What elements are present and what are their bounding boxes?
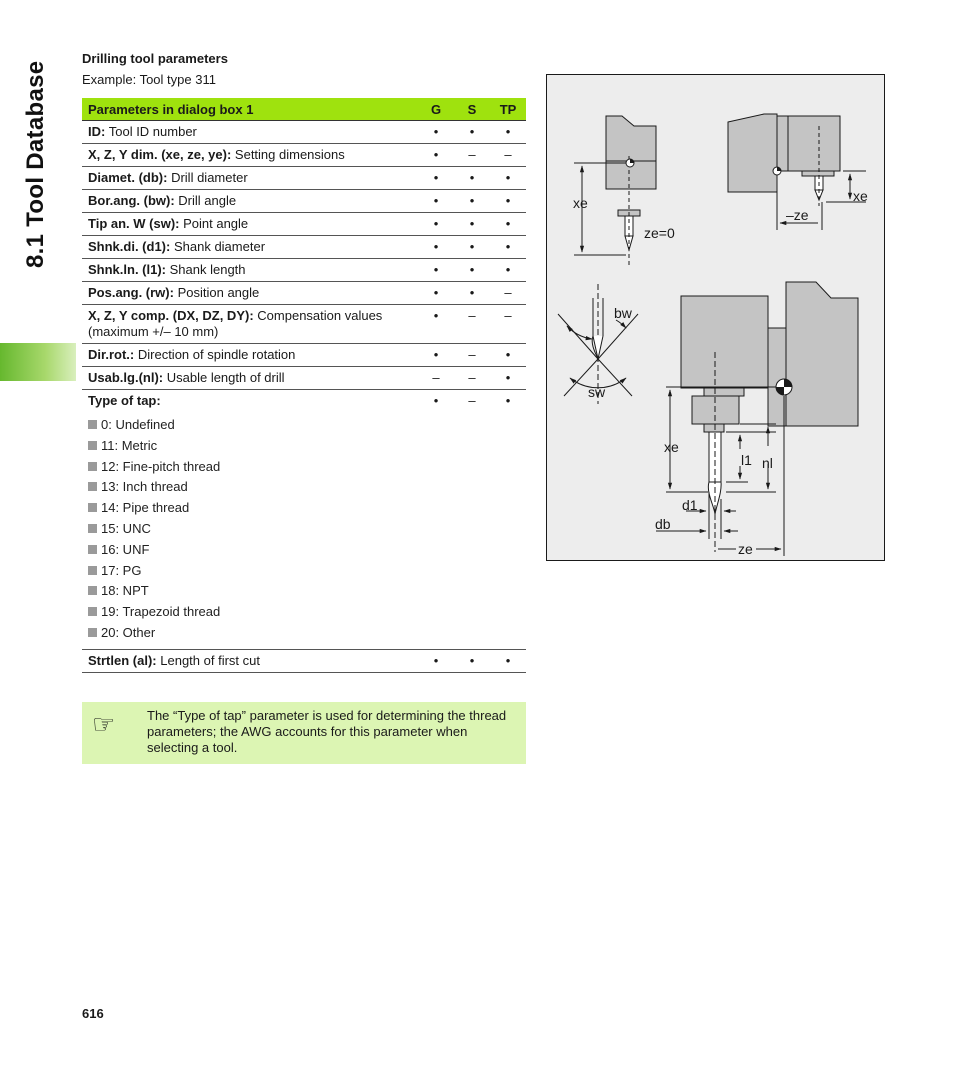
header-s: S [454,98,490,121]
tap-section [82,390,526,673]
label-bw: bw [614,305,632,321]
param-desc: Position angle [177,285,260,300]
table-header-row [82,98,526,121]
param-s: • [454,259,490,282]
list-item [88,459,520,475]
bullet-square-icon [88,545,97,554]
header-tp: TP [490,98,526,121]
label-d1: d1 [682,497,698,513]
tap-option-label: 13: Inch thread [101,479,188,495]
list-item [88,563,520,579]
table-row [82,236,526,259]
list-item [88,500,520,516]
param-desc: Setting dimensions [234,147,345,162]
bullet-square-icon [88,503,97,512]
tap-options-row [82,412,526,649]
pointing-hand-icon: ☞ [92,709,116,739]
param-tp: • [490,213,526,236]
param-label: Dir.rot.: [88,347,135,362]
param-label: Bor.ang. (bw): [88,193,175,208]
param-tp: – [490,282,526,305]
table-row [82,259,526,282]
param-g: – [418,367,454,390]
tap-tp: • [505,393,511,408]
bullet-square-icon [88,441,97,450]
param-g: • [418,144,454,167]
param-s: • [454,190,490,213]
label-xe-left: xe [573,195,588,211]
param-s: • [454,236,490,259]
note-text: The “Type of tap” parameter is used for determining the thread parameters; the AWG accounts for this parameter when selecting a tool. [147,708,507,755]
tap-option-label: 15: UNC [101,520,151,536]
list-item [88,583,520,599]
param-s: • [454,121,490,144]
param-g: • [418,344,454,367]
bullet-square-icon [88,628,97,637]
tap-option-label: 19: Trapezoid thread [101,604,221,620]
label-minus-ze: –ze [786,207,809,223]
tap-option-label: 16: UNF [101,541,150,557]
param-desc: Usable length of drill [166,370,285,385]
param-s: – [454,144,490,167]
bullet-square-icon [88,586,97,595]
param-tp: • [490,259,526,282]
strtlen-desc: Length of first cut [160,652,260,668]
param-tp: • [490,367,526,390]
param-label: ID: [88,124,106,139]
param-s: • [454,167,490,190]
param-cell [82,190,418,213]
param-g: • [418,121,454,144]
tap-option-label: 18: NPT [101,583,149,599]
strtlen-s: • [454,649,490,672]
param-g: • [418,190,454,213]
strtlen-label: Strtlen (al): [88,652,157,668]
strtlen-cell [82,649,418,672]
list-item [88,521,520,537]
param-g: • [418,236,454,259]
param-label: X, Z, Y comp. (DX, DZ, DY): [88,308,254,323]
label-nl: nl [762,455,773,471]
param-label: Usab.lg.(nl): [88,370,164,385]
param-label: Tip an. W (sw): [88,216,180,231]
param-tp: • [490,167,526,190]
strtlen-tp: • [490,649,526,672]
param-cell [82,236,418,259]
param-cell [82,367,418,390]
label-db: db [655,516,671,532]
tap-option-label: 17: PG [101,562,142,578]
bullet-square-icon [88,607,97,616]
tap-s: – [468,393,476,408]
tap-options-cell [82,412,526,649]
tap-option-label: 0: Undefined [101,417,175,432]
bullet-square-icon [88,462,97,471]
param-desc: Tool ID number [108,124,197,139]
list-item [88,479,520,495]
param-tp: • [490,190,526,213]
tap-options-list [88,415,520,641]
param-cell [82,305,418,344]
param-s: – [454,344,490,367]
param-cell [82,282,418,305]
tap-option-label: 20: Other [101,624,156,640]
label-l1: l1 [741,452,752,468]
label-sw: sw [588,384,606,400]
param-g: • [418,305,454,344]
param-cell [82,144,418,167]
param-s: – [454,305,490,344]
param-label: Pos.ang. (rw): [88,285,174,300]
table-row [82,305,526,344]
list-item [88,604,520,620]
param-tp: • [490,344,526,367]
bullet-square-icon [88,482,97,491]
label-xe-right: xe [853,188,868,204]
tap-label: Type of tap: [88,393,161,408]
bullet-square-icon [88,420,97,429]
section-title: Drilling tool parameters [82,51,228,66]
param-cell [82,213,418,236]
param-label: X, Z, Y dim. (xe, ze, ye): [88,147,232,162]
tap-label-cell [82,390,418,413]
param-s: • [454,213,490,236]
param-label: Diamet. (db): [88,170,168,185]
param-desc: Shank diameter [173,239,266,254]
param-s: • [454,282,490,305]
table-row [82,121,526,144]
table-body [82,121,526,390]
table-row [82,144,526,167]
table-row [82,282,526,305]
table-row [82,213,526,236]
param-cell [82,121,418,144]
bullet-square-icon [88,524,97,533]
param-g: • [418,167,454,190]
param-desc: Shank length [169,262,246,277]
bullet-square-icon [88,566,97,575]
param-cell [82,344,418,367]
section-subtitle: Example: Tool type 311 [82,72,216,87]
param-label: Shnk.ln. (l1): [88,262,166,277]
header-parameters: Parameters in dialog box 1 [82,98,418,121]
param-s: – [454,367,490,390]
header-g: G [418,98,454,121]
param-tp: • [490,121,526,144]
table-row [82,167,526,190]
table-row-strtlen [82,649,526,672]
param-g: • [418,213,454,236]
tap-option-label: 12: Fine-pitch thread [101,458,221,474]
chapter-title-text: 8.1 Tool Database [22,60,49,268]
tap-g: • [433,393,439,408]
table-row [82,190,526,213]
param-desc: Compensation values (maximum +/– 10 mm) [88,308,383,339]
param-desc: Drill diameter [171,170,248,185]
list-item [88,625,520,641]
list-item [88,417,520,433]
param-tp: • [490,236,526,259]
param-cell [82,167,418,190]
param-tp: – [490,305,526,344]
param-g: • [418,282,454,305]
param-desc: Direction of spindle rotation [137,347,296,362]
page-number: 616 [82,1006,104,1021]
diagram-svg [546,74,885,561]
table-row [82,367,526,390]
table-row-type-of-tap [82,390,526,413]
param-g: • [418,259,454,282]
tap-option-label: 14: Pipe thread [101,500,190,516]
strtlen-g: • [418,649,454,672]
table-row [82,344,526,367]
label-ze-zero: ze=0 [644,225,675,241]
drilling-tool-diagram [546,74,885,561]
param-tp: – [490,144,526,167]
param-cell [82,259,418,282]
param-desc: Point angle [183,216,249,231]
label-ze-bottom: ze [738,541,753,557]
param-label: Shnk.di. (d1): [88,239,171,254]
list-item [88,542,520,558]
label-xe-bottom: xe [664,439,679,455]
note-box [82,702,526,764]
parameters-table [82,98,526,673]
tap-option-label: 11: Metric [101,437,158,453]
param-desc: Drill angle [178,193,237,208]
chapter-tab-marker [0,343,76,381]
list-item [88,438,520,454]
